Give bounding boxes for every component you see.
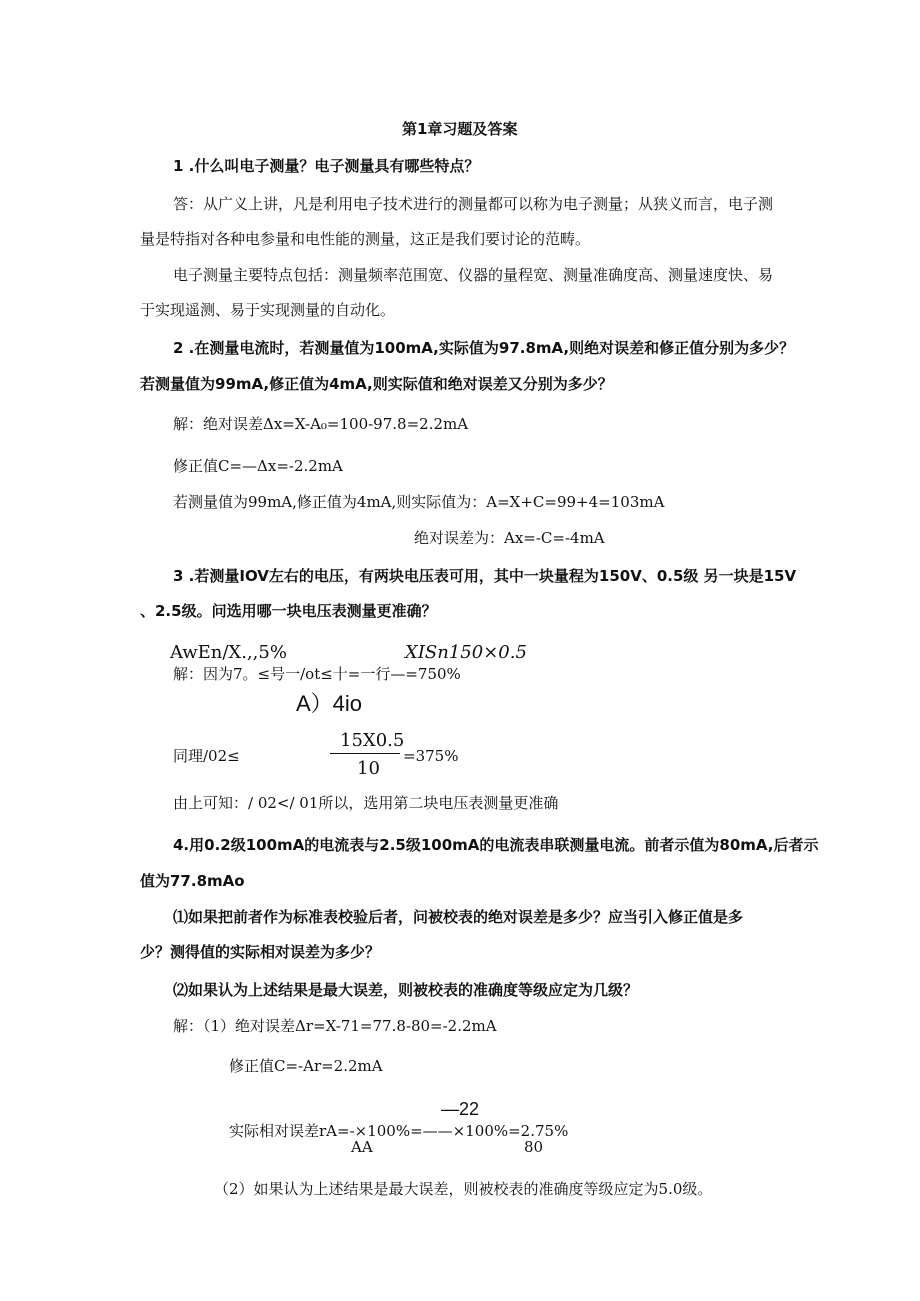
q4-solution-line3: （2）如果认为上述结果是最大误差，则被校表的准确度等级应定为5.0级。 bbox=[214, 1180, 713, 1198]
q3-question-line1: 3 .若测量IOV左右的电压，有两块电压表可用，其中一块量程为150V、0.5级 另一块是15V bbox=[173, 567, 797, 585]
q1-answer-line1: 答：从广义上讲，凡是利用电子技术进行的测量都可以称为电子测量；从狭义而言，电子测 bbox=[173, 195, 774, 213]
q4-question-line1: 4.用0.2级100mA的电流表与2.5级100mA的电流表串联测量电流。前者示值为80mA,后者示 bbox=[173, 836, 819, 854]
page-title: 第1章习题及答案 bbox=[402, 120, 518, 138]
q4-relative-error-line: 实际相对误差rA=-×100%=——×100%=2.75% bbox=[229, 1122, 569, 1140]
q4-solution-line1: 解：（1）绝对误差Δr=X-71=77.8-80=-2.2mA bbox=[173, 1017, 497, 1035]
q2-question-line1: 2 .在测量电流时，若测量值为100mA,实际值为97.8mA,则绝对误差和修正值分别为多少？ bbox=[173, 339, 795, 357]
q1-answer-line3: 电子测量主要特点包括：测量频率范围宽、仪器的量程宽、测量准确度高、测量速度快、易 bbox=[173, 266, 774, 284]
q2-solution-line2: 修正值C=—Δx=-2.2mA bbox=[173, 457, 343, 475]
q3-fraction-result: =375% bbox=[403, 747, 459, 765]
q4-sub1-line1: ⑴如果把前者作为标准表校验后者，问被校表的绝对误差是多少？应当引入修正值是多 bbox=[173, 908, 744, 926]
q3-same-prefix: 同理/02≤ bbox=[173, 747, 240, 765]
q2-solution-line4: 绝对误差为：Ax=-C=-4mA bbox=[414, 529, 605, 547]
q1-question: 1 .什么叫电子测量？电子测量具有哪些特点？ bbox=[173, 157, 480, 175]
q4-question-line2: 值为77.8mAo bbox=[140, 872, 245, 890]
q4-fraction-bottom-left: AA bbox=[351, 1138, 373, 1156]
q1-answer-line4: 于实现遥测、易于实现测量的自动化。 bbox=[140, 301, 396, 319]
q4-fraction-top: —22 bbox=[441, 1099, 480, 1119]
q3-fraction-denominator: 10 bbox=[357, 758, 380, 779]
q3-fraction-bar bbox=[330, 753, 400, 754]
q2-question-line2: 若测量值为99mA,修正值为4mA,则实际值和绝对误差又分别为多少？ bbox=[140, 375, 613, 393]
q4-sub2: ⑵如果认为上述结果是最大误差，则被校表的准确度等级应定为几级？ bbox=[173, 981, 639, 999]
q3-question-line2: 、2.5级。问选用哪一块电压表测量更准确？ bbox=[140, 602, 437, 620]
q4-sub1-line2: 少？测得值的实际相对误差为多少？ bbox=[140, 943, 381, 961]
q4-solution-line2: 修正值C=-Ar=2.2mA bbox=[229, 1057, 383, 1075]
q3-formula-right: XISn150×0.5 bbox=[405, 642, 527, 663]
q3-big-formula-text: A）4io bbox=[296, 691, 363, 716]
q2-solution-line3: 若测量值为99mA,修正值为4mA,则实际值为：A=X+C=99+4=103mA bbox=[173, 493, 665, 511]
q3-solution-line1: 解：因为7。≤号一/ot≤十=一行—=750% bbox=[173, 665, 461, 683]
q3-formula-left: AwEn/X.,,5% bbox=[170, 642, 287, 663]
q3-conclusion: 由上可知：/ 02</ 01所以，选用第二块电压表测量更准确 bbox=[173, 794, 559, 812]
q4-fraction-bottom-right: 80 bbox=[524, 1138, 544, 1156]
q1-answer-line2: 量是特指对各种电参量和电性能的测量，这正是我们要讨论的范畴。 bbox=[140, 230, 591, 248]
q3-fraction-numerator: 15X0.5 bbox=[340, 730, 405, 751]
q2-solution-line1: 解：绝对误差Δx=X-A₀=100-97.8=2.2mA bbox=[173, 415, 469, 433]
